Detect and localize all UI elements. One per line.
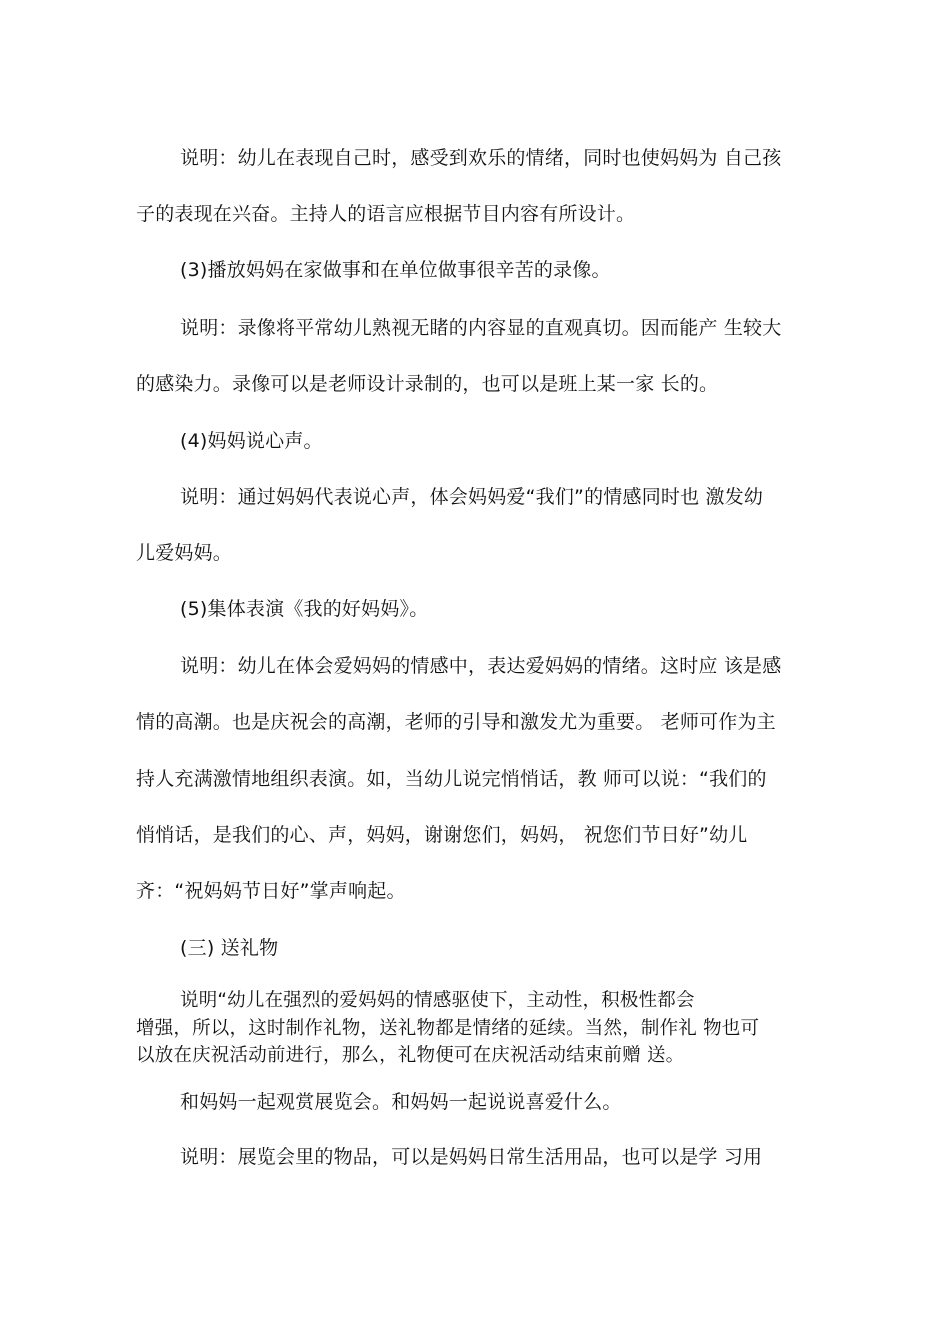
text-line: 说明：录像将平常幼儿熟视无睹的内容显的直观真切。因而能产 生较大 [180, 317, 782, 339]
text-line: 和妈妈一起观赏展览会。和妈妈一起说说喜爱什么。 [180, 1091, 622, 1113]
text-line: 齐：“祝妈妈节日好”掌声响起。 [136, 880, 406, 902]
text-line: 悄悄话，是我们的心、声，妈妈，谢谢您们，妈妈， 祝您们节日好”幼儿 [136, 824, 748, 846]
text-line: 说明：展览会里的物品，可以是妈妈日常生活用品，也可以是学 习用 [180, 1146, 763, 1168]
text-line: 以放在庆祝活动前进行，那么，礼物便可在庆祝活动结束前赠 送。 [136, 1045, 685, 1066]
text-line: (3)播放妈妈在家做事和在单位做事很辛苦的录像。 [180, 259, 611, 281]
text-line: (5)集体表演《我的好妈妈》。 [180, 598, 429, 620]
text-line: 儿爱妈妈。 [136, 542, 233, 564]
text-line: 的感染力。录像可以是老师设计录制的，也可以是班上某一家 长的。 [136, 373, 719, 395]
text-line: 子的表现在兴奋。主持人的语言应根据节目内容有所设计。 [136, 203, 636, 225]
text-line: 说明：幼儿在表现自己时，感受到欢乐的情绪，同时也使妈妈为 自己孩 [180, 147, 782, 169]
text-line: 情的高潮。也是庆祝会的高潮，老师的引导和激发尤为重要。 老师可作为主 [136, 711, 776, 733]
text-line: 增强，所以，这时制作礼物，送礼物都是情绪的延续。当然，制作礼 物也可 [136, 1018, 760, 1039]
text-line: 说明“幼儿在强烈的爱妈妈的情感驱使下，主动性，积极性都会 [180, 990, 695, 1011]
text-line: 说明：通过妈妈代表说心声，体会妈妈爱“我们”的情感同时也 激发幼 [180, 486, 764, 508]
section-heading: (三) 送礼物 [180, 937, 279, 959]
text-line: 说明：幼儿在体会爱妈妈的情感中，表达爱妈妈的情绪。这时应 该是感 [180, 655, 782, 677]
text-line: 持人充满激情地组织表演。如，当幼儿说完悄悄话，教 师可以说：“我们的 [136, 768, 767, 790]
text-line: (4)妈妈说心声。 [180, 430, 323, 452]
